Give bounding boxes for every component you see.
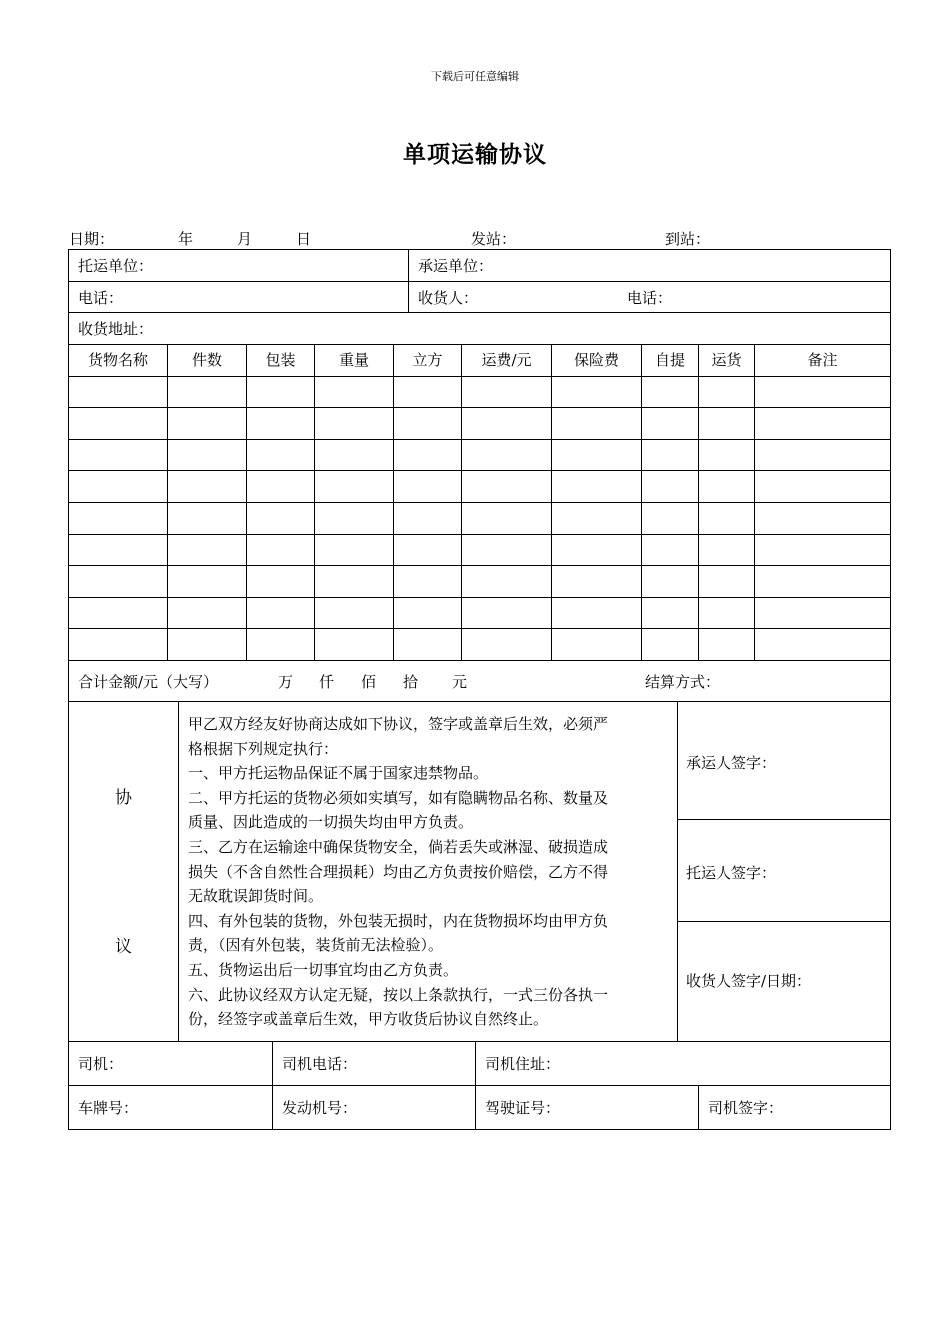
consignee-signature-field[interactable]: 收货人签字/日期： [686, 972, 812, 990]
date-label: 日期： [69, 230, 115, 248]
arrive-label: 到站： [665, 230, 711, 248]
goods-header-delivery: 运货 [711, 351, 742, 369]
goods-header-package: 包装 [265, 351, 296, 369]
unit-qian: 仟 [319, 673, 335, 691]
goods-header-pickup: 自提 [654, 351, 685, 369]
goods-header-remarks: 备注 [807, 351, 838, 369]
consignee-phone-field[interactable]: 电话： [627, 289, 673, 307]
agreement-line: 三、乙方在运输途中确保货物安全，倘若丢失或淋湿、破损造成 [188, 837, 609, 856]
unit-shi: 拾 [403, 673, 419, 691]
phone-field[interactable]: 电话： [78, 289, 124, 307]
agreement-line: 二、甲方托运的货物必须如实填写，如有隐瞒物品名称、数量及 [188, 788, 609, 807]
header-note: 下载后可任意编辑 [431, 70, 519, 83]
goods-header-weight: 重量 [338, 351, 369, 369]
goods-header-volume: 立方 [412, 351, 443, 369]
year-label: 年 [178, 230, 194, 248]
driver-phone-field[interactable]: 司机电话： [282, 1055, 358, 1073]
agreement-text [188, 712, 668, 1032]
day-label: 日 [296, 230, 312, 248]
goods-header-insurance: 保险费 [573, 351, 619, 369]
unit-wan: 万 [278, 673, 294, 691]
agreement-line: 份，经签字或盖章后生效，甲方收货后协议自然终止。 [188, 1010, 549, 1029]
consignee-field[interactable]: 收货人： [418, 289, 479, 307]
agreement-line: 责，（因有外包装，装货前无法检验）。 [188, 936, 444, 955]
address-field[interactable]: 收货地址： [78, 320, 154, 338]
driver-field[interactable]: 司机： [78, 1055, 124, 1073]
engine-number-field[interactable]: 发动机号： [282, 1099, 358, 1117]
plate-number-field[interactable]: 车牌号： [78, 1099, 139, 1117]
goods-header-count: 件数 [191, 351, 222, 369]
depart-label: 发站： [471, 230, 517, 248]
total-amount-label: 合计金额/元（大写） [78, 673, 219, 691]
agreement-line: 格根据下列规定执行： [188, 739, 339, 758]
agreement-line: 质量、因此造成的一切损失均由甲方负责。 [188, 813, 474, 832]
carrier-field[interactable]: 承运单位： [418, 257, 494, 275]
agreement-line: 一、甲方托运物品保证不属于国家违禁物品。 [188, 764, 489, 783]
driver-signature-field[interactable]: 司机签字： [708, 1099, 784, 1117]
agreement-line: 五、货物运出后一切事宜均由乙方负责。 [188, 960, 459, 979]
agreement-line: 甲乙双方经友好协商达成如下协议，签字或盖章后生效，必须严 [188, 715, 609, 733]
agreement-line: 四、有外包装的货物，外包装无损时，内在货物损坏均由甲方负 [188, 911, 609, 930]
settlement-method-field[interactable]: 结算方式： [645, 673, 721, 691]
month-label: 月 [237, 230, 253, 248]
driver-address-field[interactable]: 司机住址： [485, 1055, 561, 1073]
agreement-line: 无故耽误卸货时间。 [188, 887, 324, 906]
shipper-field[interactable]: 托运单位： [78, 257, 154, 275]
agreement-line: 六、此协议经双方认定无疑，按以上条款执行，一式三份各执一 [188, 985, 609, 1004]
agreement-side-label-2: 议 [115, 937, 132, 957]
carrier-signature-field[interactable]: 承运人签字： [686, 754, 777, 772]
agreement-line: 损失（不含自然性合理损耗）均由乙方负责按价赔偿，乙方不得 [188, 862, 609, 881]
meta-row [69, 228, 891, 248]
goods-header-name: 货物名称 [87, 351, 148, 369]
unit-bai: 佰 [361, 673, 377, 691]
goods-header-freight: 运费/元 [481, 351, 532, 369]
shipper-signature-field[interactable]: 托运人签字： [686, 864, 777, 882]
license-number-field[interactable]: 驾驶证号： [485, 1099, 561, 1117]
agreement-side-label-1: 协 [115, 788, 132, 808]
unit-yuan: 元 [452, 673, 468, 691]
page-title: 单项运输协议 [403, 141, 547, 168]
